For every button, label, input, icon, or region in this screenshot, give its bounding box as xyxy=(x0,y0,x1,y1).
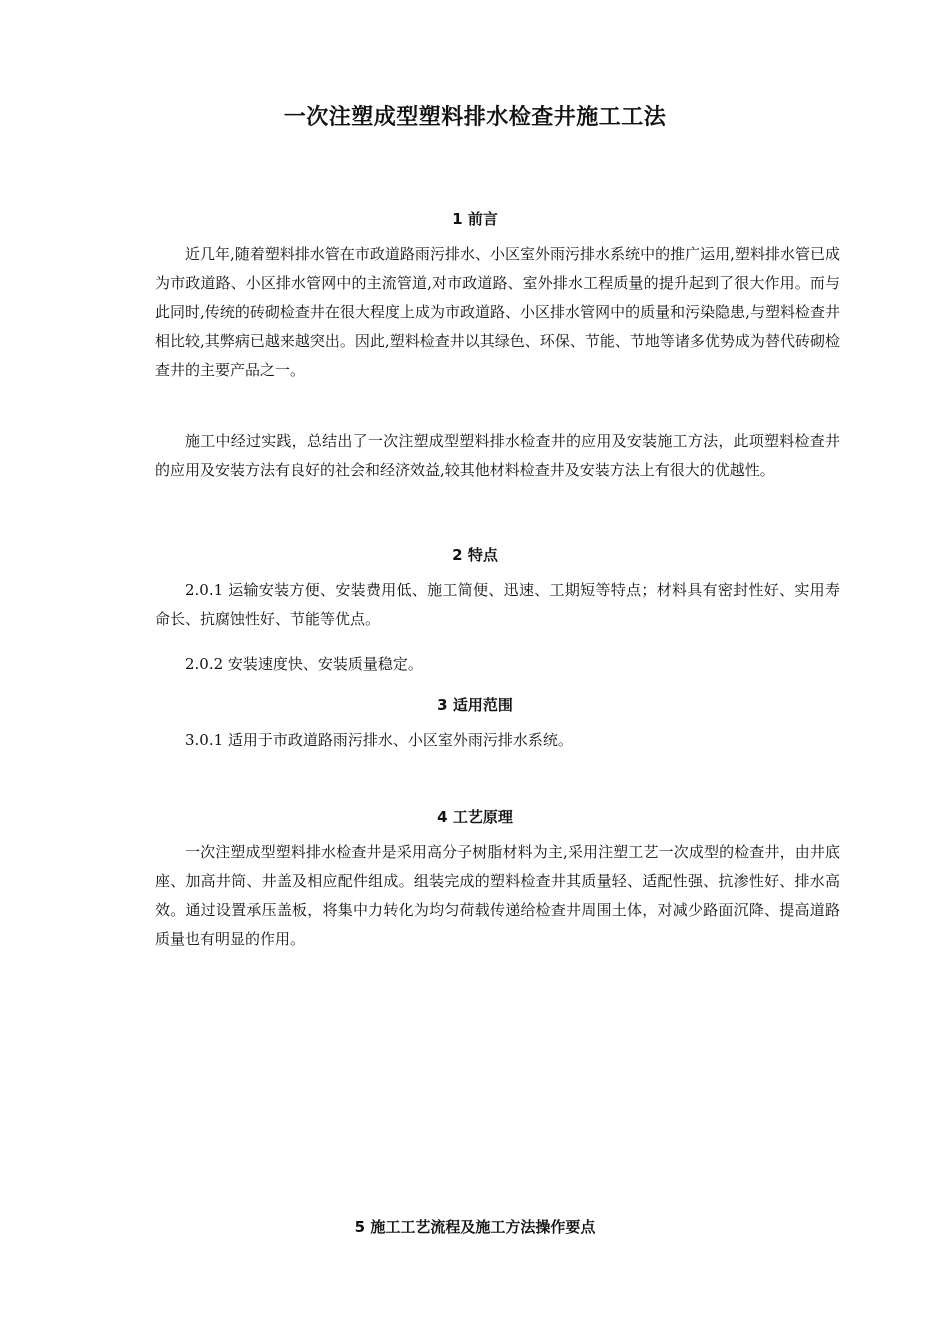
section-heading-preface: 1 前言 xyxy=(452,210,498,228)
section-heading-process: 5 施工工艺流程及施工方法操作要点 xyxy=(354,1218,596,1236)
paragraph-scope-3-0-1: 3.0.1 适用于市政道路雨污排水、小区室外雨污排水系统。 xyxy=(185,731,573,749)
section-heading-scope: 3 适用范围 xyxy=(437,696,513,714)
paragraph-feature-2-0-2: 2.0.2 安装速度快、安装质量稳定。 xyxy=(185,655,423,673)
paragraph-feature-2-0-1: 2.0.1 运输安装方便、安装费用低、施工简便、迅速、工期短等特点；材料具有密封性好、实用寿命长、抗腐蚀性好、节能等优点。 xyxy=(155,581,840,628)
paragraph-principle: 一次注塑成型塑料排水检查井是采用高分子树脂材料为主,采用注塑工艺一次成型的检查井，由井底座、加高井筒、井盖及相应配件组成。组装完成的塑料检查井其质量轻、适配性强、抗渗性好、排水高效。通过设置承压盖板，将集中力转化为均匀荷载传递给检查井周围土体，对减少路面沉降、提高道路质量也有明显的作用。 xyxy=(155,843,840,948)
section-heading-features: 2 特点 xyxy=(452,546,498,564)
section-heading-principle: 4 工艺原理 xyxy=(437,808,513,826)
paragraph-preface-1: 近几年,随着塑料排水管在市政道路雨污排水、小区室外雨污排水系统中的推广运用,塑料排水管已成为市政道路、小区排水管网中的主流管道,对市政道路、室外排水工程质量的提升起到了很大作用。而与此同时,传统的砖砌检查井在很大程度上成为市政道路、小区排水管网中的质量和污染隐患,与塑料检查井相比较,其弊病已越来越突出。因此,塑料检查井以其绿色、环保、节能、节地等诸多优势成为替代砖砌检查井的主要产品之一。 xyxy=(155,245,840,379)
paragraph-preface-2: 施工中经过实践，总结出了一次注塑成型塑料排水检查井的应用及安装施工方法，此项塑料检查井的应用及安装方法有良好的社会和经济效益,较其他材料检查井及安装方法上有很大的优越性。 xyxy=(155,432,840,479)
document-title: 一次注塑成型塑料排水检查井施工工法 xyxy=(283,105,667,130)
